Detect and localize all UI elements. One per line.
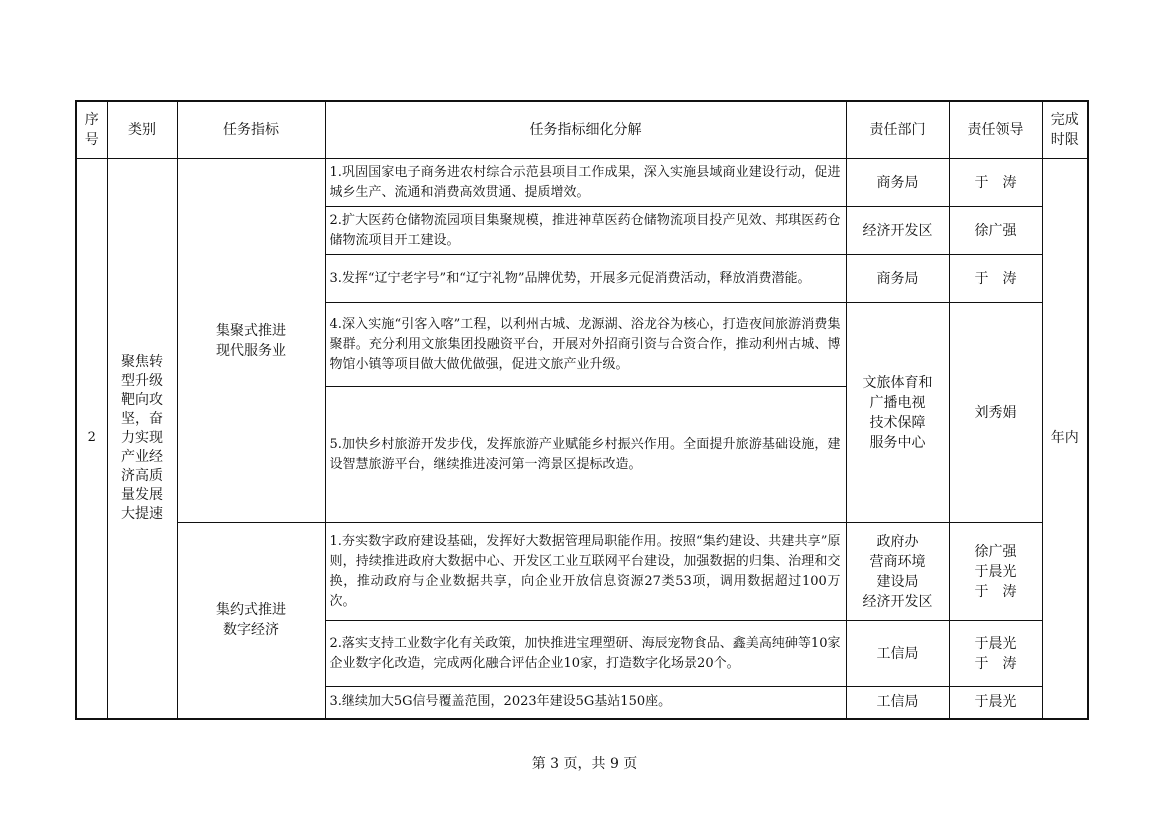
- leader-cell: 徐广强: [949, 207, 1042, 255]
- header-detail: 任务指标细化分解: [325, 101, 846, 159]
- dept-cell: 商务局: [846, 255, 949, 303]
- dept-cell: 文旅体育和 广播电视 技术保障 服务中心: [846, 303, 949, 523]
- header-seq: 序 号: [76, 101, 107, 159]
- dept-cell: 经济开发区: [846, 207, 949, 255]
- leader-cell: 于 涛: [949, 159, 1042, 207]
- leader-cell: 于晨光: [949, 687, 1042, 719]
- row-seq: 2: [76, 159, 107, 719]
- dept-cell: 政府办 营商环境 建设局 经济开发区: [846, 523, 949, 621]
- task-table: [75, 100, 1089, 720]
- page-footer: 第 3 页，共 9 页: [531, 756, 638, 772]
- indicator-digital: 集约式推进 数字经济: [177, 523, 325, 719]
- header-leader: 责任领导: [949, 101, 1042, 159]
- detail-cell: 1.夯实数字政府建设基础，发挥好大数据管理局职能作用。按照“集约建设、共建共享”原则，持续推进政府大数据中心、开发区工业互联网平台建设，加强数据的归集、治理和交换，推动政府与企业数据共享，向企业开放信息资源27类53项，调用数据超过100万次。: [325, 523, 846, 621]
- header-category: 类别: [107, 101, 177, 159]
- detail-cell: 3.继续加大5G信号覆盖范围，2023年建设5G基站150座。: [325, 687, 846, 719]
- leader-cell: 徐广强 于晨光 于 涛: [949, 523, 1042, 621]
- detail-cell: 2.落实支持工业数字化有关政策，加快推进宝理塑研、海辰宠物食品、鑫美高纯砷等10家企业数字化改造，完成两化融合评估企业10家，打造数字化场景20个。: [325, 621, 846, 687]
- table-header-row: [76, 101, 1088, 159]
- dept-cell: 商务局: [846, 159, 949, 207]
- table-row: [76, 523, 1088, 621]
- detail-cell: 4.深入实施“引客入喀”工程，以利州古城、龙源湖、浴龙谷为核心，打造夜间旅游消费集聚群。充分利用文旅集团投融资平台，开展对外招商引资与合资合作，推动利州古城、博物馆小镇等项目做大做优做强，促进文旅产业升级。: [325, 303, 846, 387]
- indicator-service: 集聚式推进 现代服务业: [177, 159, 325, 523]
- detail-cell: 1.巩固国家电子商务进农村综合示范县项目工作成果，深入实施县域商业建设行动，促进城乡生产、流通和消费高效贯通、提质增效。: [325, 159, 846, 207]
- leader-cell: 刘秀娟: [949, 303, 1042, 523]
- header-indicator: 任务指标: [177, 101, 325, 159]
- dept-cell: 工信局: [846, 687, 949, 719]
- row-category: 聚焦转 型升级 靶向攻 坚，奋 力实现 产业经 济高质 量发展 大提速: [107, 159, 177, 719]
- detail-cell: 2.扩大医药仓储物流园项目集聚规模，推进神草医药仓储物流项目投产见效、邦琪医药仓储物流项目开工建设。: [325, 207, 846, 255]
- leader-cell: 于晨光 于 涛: [949, 621, 1042, 687]
- header-deadline: 完成 时限: [1042, 101, 1088, 159]
- dept-cell: 工信局: [846, 621, 949, 687]
- detail-cell: 5.加快乡村旅游开发步伐，发挥旅游产业赋能乡村振兴作用。全面提升旅游基础设施，建设智慧旅游平台，继续推进凌河第一湾景区提标改造。: [325, 387, 846, 523]
- table-row: [76, 159, 1088, 207]
- header-dept: 责任部门: [846, 101, 949, 159]
- leader-cell: 于 涛: [949, 255, 1042, 303]
- detail-cell: 3.发挥“辽宁老字号”和“辽宁礼物”品牌优势，开展多元促消费活动，释放消费潜能。: [325, 255, 846, 303]
- row-deadline: 年内: [1042, 159, 1088, 719]
